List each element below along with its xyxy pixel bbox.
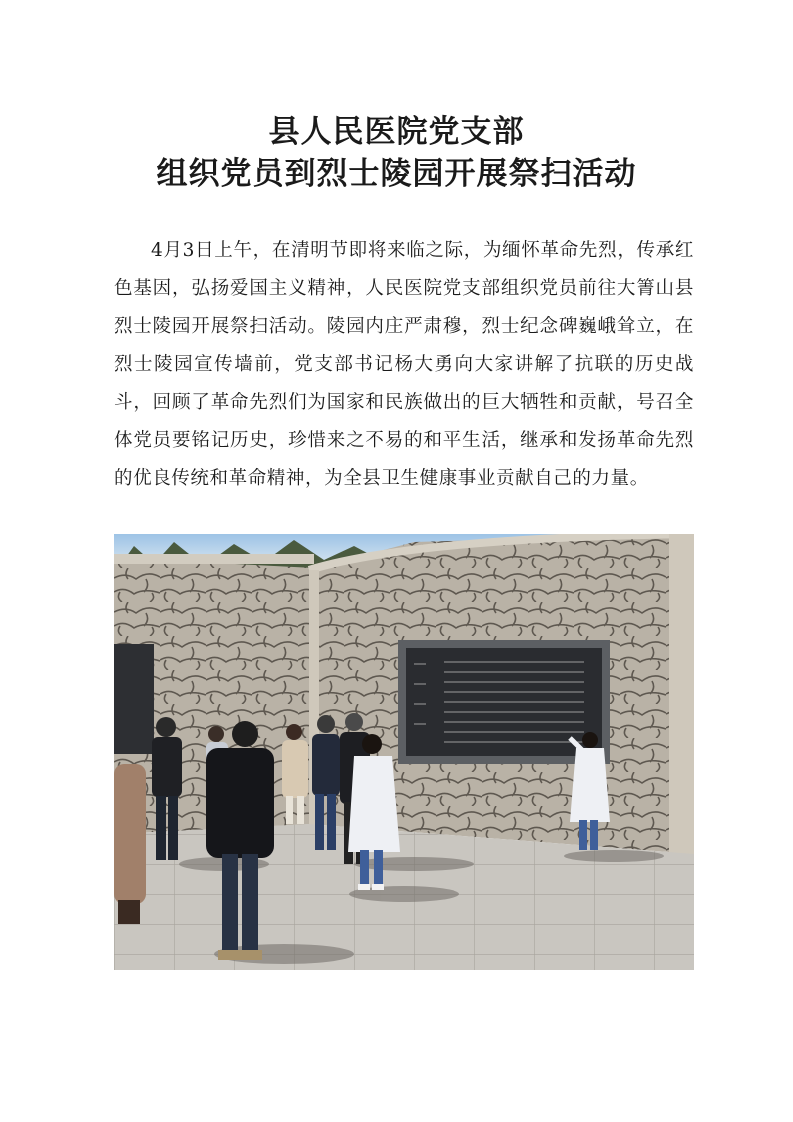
event-photo (114, 534, 694, 970)
document-title-line-1: 县人民医院党支部 (268, 114, 525, 150)
document-title-line-2: 组织党员到烈士陵园开展祭扫活动 (156, 156, 637, 192)
body-paragraph: 4月3日上午，在清明节即将来临之际，为缅怀革命先烈，传承红色基因，弘扬爱国主义精神，人民医院党支部组织党员前往大箐山县烈士陵园开展祭扫活动。陵园内庄严肃穆，烈士纪念碑巍峨耸立，在烈士陵园宣传墙前，党支部书记杨大勇向大家讲解了抗联的历史战斗，回顾了革命先烈们为国家和民族做出的巨大牺牲和贡献，号召全体党员要铭记历史，珍惜来之不易的和平生活，继承和发扬革命先烈的优良传统和革命精神，为全县卫生健康事业贡献自己的力量。 (114, 240, 694, 489)
